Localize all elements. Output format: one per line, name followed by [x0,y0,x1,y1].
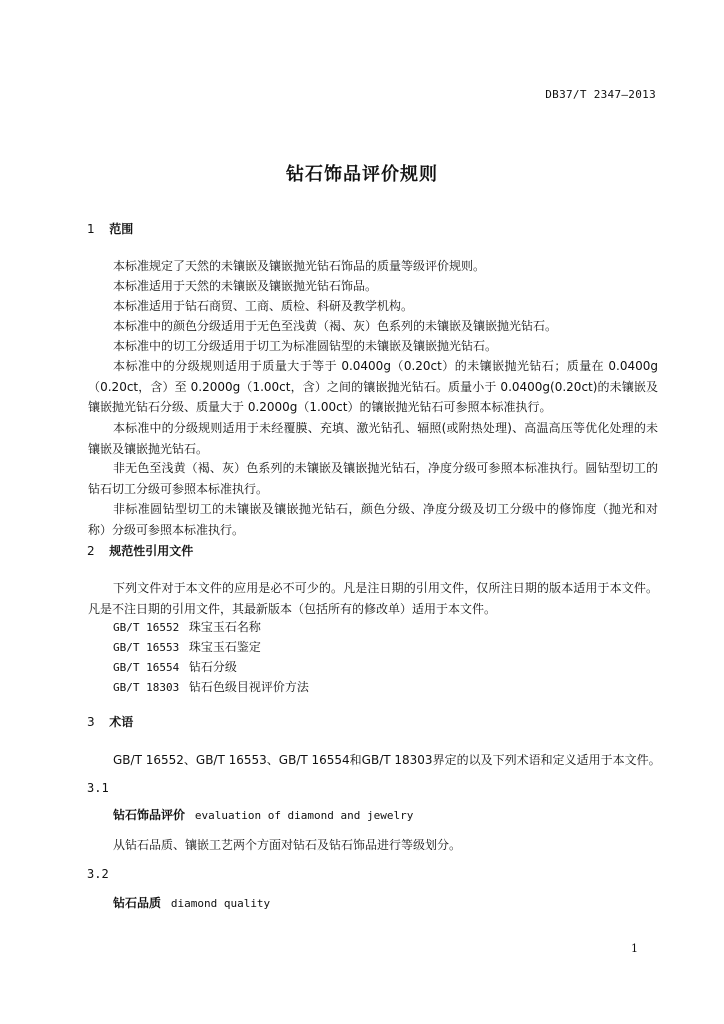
term-english: diamond quality [170,897,271,910]
document-title: 钻石饰品评价规则 [286,164,438,185]
document-code: DB37/T 2347—2013 [545,88,656,101]
term-chinese: 钻石品质 [113,896,162,910]
reference-name: 钻石分级 [188,660,237,674]
reference-item [113,678,309,695]
section-3-heading [87,713,133,730]
term-number: 3.2 [87,867,109,881]
scope-paragraph: 本标准中的切工分级适用于切工为标准圆钻型的未镶嵌及镶嵌抛光钻石。 [113,339,498,353]
scope-paragraph: 本标准中的分级规则适用于未经覆膜、充填、激光钻孔、辐照(或附热处理)、高温高压等优化处理的未镶嵌及镶嵌抛光钻石。 [88,421,658,456]
reference-item [113,638,261,655]
section-number: 1 [87,222,95,236]
scope-paragraph: 非无色至浅黄（褐、灰）色系列的未镶嵌及镶嵌抛光钻石，净度分级可参照本标准执行。圆钻型切工的钻石切工分级可参照本标准执行。 [88,461,658,496]
term-english: evaluation of diamond and jewelry [194,809,414,822]
reference-name: 珠宝玉石鉴定 [188,640,261,654]
term-entry [113,894,270,911]
scope-paragraph: 本标准规定了天然的未镶嵌及镶嵌抛光钻石饰品的质量等级评价规则。 [113,259,486,273]
terms-intro: GB/T 16552、GB/T 16553、GB/T 16554和GB/T 18303界定的以及下列术语和定义适用于本文件。 [113,753,661,767]
reference-code: GB/T 18303 [113,681,180,694]
scope-paragraph: 本标准适用于钻石商贸、工商、质检、科研及教学机构。 [113,299,414,313]
section-title: 规范性引用文件 [109,544,194,558]
scope-paragraph: 本标准适用于天然的未镶嵌及镶嵌抛光钻石饰品。 [113,279,378,293]
references-intro: 下列文件对于本文件的应用是必不可少的。凡是注日期的引用文件，仅所注日期的版本适用于本文件。凡是不注日期的引用文件，其最新版本（包括所有的修改单）适用于本文件。 [88,581,658,616]
reference-code: GB/T 16553 [113,641,180,654]
section-1-heading [87,220,133,237]
section-number: 2 [87,544,95,558]
term-definition: 从钻石品质、镶嵌工艺两个方面对钻石及钻石饰品进行等级划分。 [113,838,462,852]
reference-name: 珠宝玉石名称 [188,620,261,634]
scope-paragraph: 非标准圆钻型切工的未镶嵌及镶嵌抛光钻石，颜色分级、净度分级及切工分级中的修饰度（抛光和对称）分级可参照本标准执行。 [88,502,658,537]
reference-name: 钻石色级目视评价方法 [188,680,309,694]
page-number: 1 [631,942,638,955]
scope-paragraph: 本标准中的分级规则适用于质量大于等于 0.0400g（0.20ct）的未镶嵌抛光钻石；质量在 0.0400g（0.20ct，含）至 0.2000g（1.00ct，含）之间的镶嵌抛光钻石。质量小于 0.0400g(0.20ct)的未镶嵌及镶嵌抛光钻石分级、质量大于 0.2000g（1.00ct）的镶嵌抛光钻石可参照本标准执行。 [88,359,658,414]
reference-item [113,658,237,675]
reference-code: GB/T 16554 [113,661,180,674]
section-2-heading [87,542,193,559]
section-number: 3 [87,715,95,729]
term-chinese: 钻石饰品评价 [113,808,186,822]
term-entry [113,806,413,823]
scope-paragraph: 本标准中的颜色分级适用于无色至浅黄（褐、灰）色系列的未镶嵌及镶嵌抛光钻石。 [113,319,558,333]
section-title: 术语 [109,715,134,729]
reference-code: GB/T 16552 [113,621,180,634]
section-title: 范围 [109,222,134,236]
term-number: 3.1 [87,781,109,795]
reference-item [113,618,261,635]
